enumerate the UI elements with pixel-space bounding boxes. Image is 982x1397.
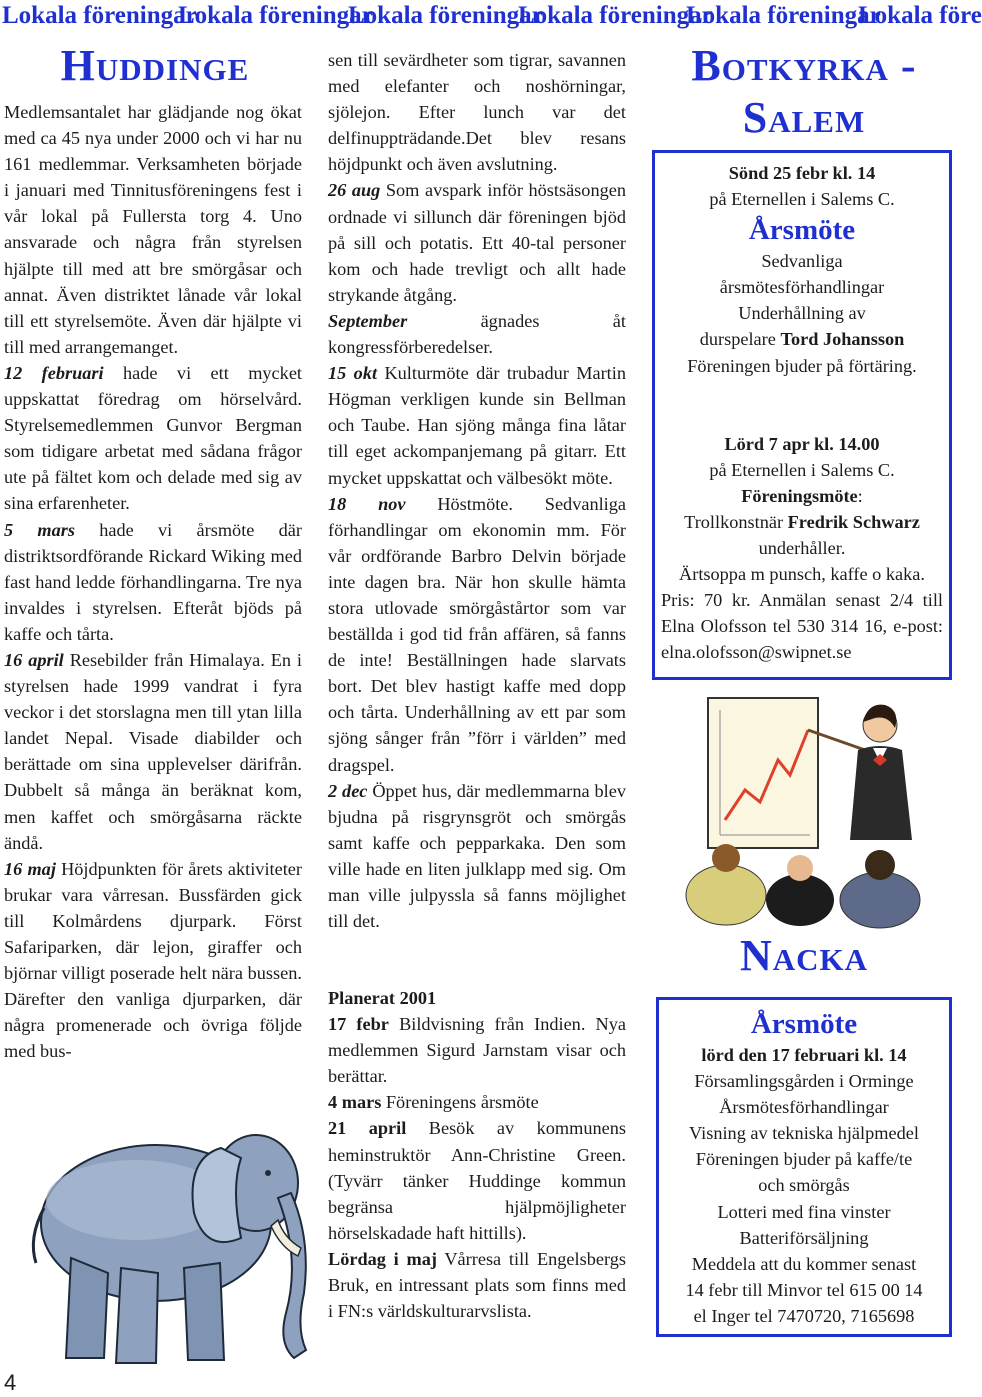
planned-title: Planerat 2001 — [328, 988, 437, 1008]
section-banner — [0, 0, 982, 36]
nacka-title: Nacka — [739, 931, 869, 980]
nacka-event-box — [656, 997, 952, 1337]
event-place: på Eternellen i Salems C. — [709, 459, 895, 480]
presenter-illustration — [690, 690, 930, 920]
botkyrka-events-box — [652, 150, 952, 680]
banner-item: Lokala föreningar — [518, 2, 713, 29]
event-text: Batteriförsäljning — [739, 1227, 869, 1248]
huddinge-title: Huddinge — [60, 41, 250, 90]
paragraph: September ägnades åt kongressförberedelser. — [328, 310, 626, 358]
event-text: Sedvanliga — [761, 251, 843, 272]
event-text: Årsmötesförhandlingar — [719, 1097, 889, 1118]
event-text: Föreningen bjuder på kaffe/te — [695, 1149, 913, 1170]
paragraph: Medlemsantalet har glädjande nog ökat med ca 45 nya under 2000 och vi har nu 161 medlemmar. Verksamheten började i januari med Tinnitusföreningens fest i vår lokal på Fullersta torg 4. Uno ansvarade och några från styrelsen hjälpte till med att bre smörgåsar och annat. Även distriktet lånade vår lokal till ett styrelsemöte. Även där hjälpte vi till med arrangemanget. — [4, 102, 302, 357]
banner-item: Lokala före — [858, 2, 982, 29]
paragraph: 18 nov Höstmöte. Sedvanliga förhandlingar om ekonomin mm. För vår ordförande Barbro Delvin började inte dagen bra. När hon skulle hämta stora utlovade smörgåstårtor som var beställda i god tid från affären, så fanns de inte! Beställningen hade slarvats bort. Det blev hastigt kaffe med dopp och tårta. Underhållning av ett par som sjöng sånger från ”förr i världen” med dragspel. — [328, 493, 627, 775]
paragraph: 26 aug Som avspark inför höstsäsongen ordnade vi sillunch där föreningen bjöd på sill och potatis. Ett 40-tal personer kom och hade trevligt och allt hade strykande åtgång. — [328, 180, 626, 305]
huddinge-article-continued — [328, 47, 626, 934]
event-text: Föreningen bjuder på förtäring. — [687, 355, 917, 376]
event-text: 14 febr till Minvor tel 615 00 14 — [685, 1279, 923, 1300]
banner-item: Lokala föreningar — [348, 2, 543, 29]
event-text: Lotteri med fina vinster — [717, 1201, 891, 1222]
paragraph: 15 okt Kulturmöte där trubadur Martin Högman verkligen kunde sin Bellman och Taube. Han sjöng många fina låtar till eget ackompanjemang på gitarr. Ett mycket uppskattat och välbesökt möte. — [328, 363, 626, 488]
event-place: på Eternellen i Salems C. — [709, 189, 895, 210]
paragraph: 16 april Resebilder från Himalaya. En i styrelsen hade 1999 vandrat i fyra veckor i det storslagna men till ytan lilla landet Nepal. Visade diabilder och berättade om sina upplevelser därifrån. Dubbelt så många än beräknat kom, men kaffet och smörgåsarna räckte ändå. — [4, 649, 303, 853]
planned-item: 21 april Besök av kommunens heminstruktör Ann-Christine Green. (Tyvärr tänker Huddinge kommun begränsa hjälpmöjligheter hörselskadade haft hittills). — [328, 1118, 626, 1243]
event-text: el Inger tel 7470720, 7165698 — [693, 1305, 915, 1326]
event-date: Lörd 7 apr kl. 14.00 — [724, 433, 880, 454]
paragraph: 2 dec Öppet hus, där medlemmarna blev bjudna på risgrynsgröt och smörgås samt kaffe och pepparkaka. Den som ville hade en liten julklapp med sig. Om man ville julpyssla så fanns möjlighet till det. — [328, 780, 626, 932]
event-text: årsmötesförhandlingar — [719, 277, 885, 298]
event-place: Församlingsgården i Orminge — [694, 1071, 914, 1092]
event-contact: Pris: 70 kr. Anmälan senast 2/4 till Elna Olofsson tel 530 314 16, e-post: elna.olofsson@swipnet.se — [661, 590, 943, 663]
planned-item: Lördag i maj Vårresa till Engelsbergs Bruk, en intressant plats som finns med i FN:s världskulturarvslista. — [328, 1248, 626, 1322]
paragraph: sen till sevärdheter som tigrar, savannen med elefanter och noshörningar, sjölejon. Efter lunch var det delfinuppträdande.Det blev resans höjdpunkt och även avslutning. — [328, 50, 626, 175]
event-date: lörd den 17 februari kl. 14 — [701, 1045, 907, 1065]
event-text: underhåller. — [758, 538, 846, 559]
banner-item: Lokala föreningar — [2, 2, 197, 29]
event-date: Sönd 25 febr kl. 14 — [728, 163, 876, 183]
elephant-illustration — [16, 1088, 316, 1378]
planned-item: 4 mars Föreningens årsmöte — [328, 1092, 539, 1113]
huddinge-article — [4, 99, 302, 1064]
botkyrka-title — [648, 40, 960, 144]
event-text: Ärtsoppa m punsch, kaffe o kaka. — [679, 564, 925, 585]
planned-item: 17 febr Bildvisning från Indien. Nya medlemmen Sigurd Jarnstam visar och berättar. — [328, 1014, 626, 1087]
event-heading: Årsmöte — [750, 1008, 858, 1040]
paragraph: 16 maj Höjdpunkten för årets aktiviteter brukar vara vårresan. Bussfärden gick till Kolmårdens djurpark. Först Safariparken, där lejon, giraffer och björnar villigt poserade helt nära bussen. Därefter den vanliga djurparken, där några promenerade och övriga följde med bus- — [4, 858, 302, 1062]
event-text: Underhållning av — [738, 303, 866, 324]
paragraph: 12 februari hade vi ett mycket uppskattat föredrag om hörselvård. Styrelsemedlemmen Gunvor Bergman som tidigare arbetat med sådana frågor ute på fältet kom och delade med sig av sina erfarenheter. — [4, 362, 303, 514]
page-number: 4 — [4, 1370, 17, 1395]
botkyrka-title-line: Salem — [742, 93, 866, 142]
banner-item: Lokala föreningar — [178, 2, 373, 29]
paragraph: 5 mars hade vi årsmöte där distriktsordförande Rickard Wiking med fast hand ledde förhandlingarna. Tre nya invaldes i styrelsen. Efteråt bjöds på kaffe och tårta. — [4, 519, 302, 644]
banner-item: Lokala föreningar — [686, 2, 881, 29]
botkyrka-title-line: Botkyrka - — [691, 41, 917, 90]
event-text: Trollkonstnär Fredrik Schwarz — [684, 511, 920, 532]
event-text: och smörgås — [758, 1175, 850, 1196]
event-text: Meddela att du kommer senast — [691, 1253, 917, 1274]
planned-2001 — [328, 985, 626, 1324]
event-text: durspelare Tord Johansson — [699, 329, 905, 350]
event-heading: Föreningsmöte: — [741, 485, 863, 506]
event-heading: Årsmöte — [748, 214, 856, 247]
event-text: Visning av tekniska hjälpmedel — [689, 1123, 919, 1144]
